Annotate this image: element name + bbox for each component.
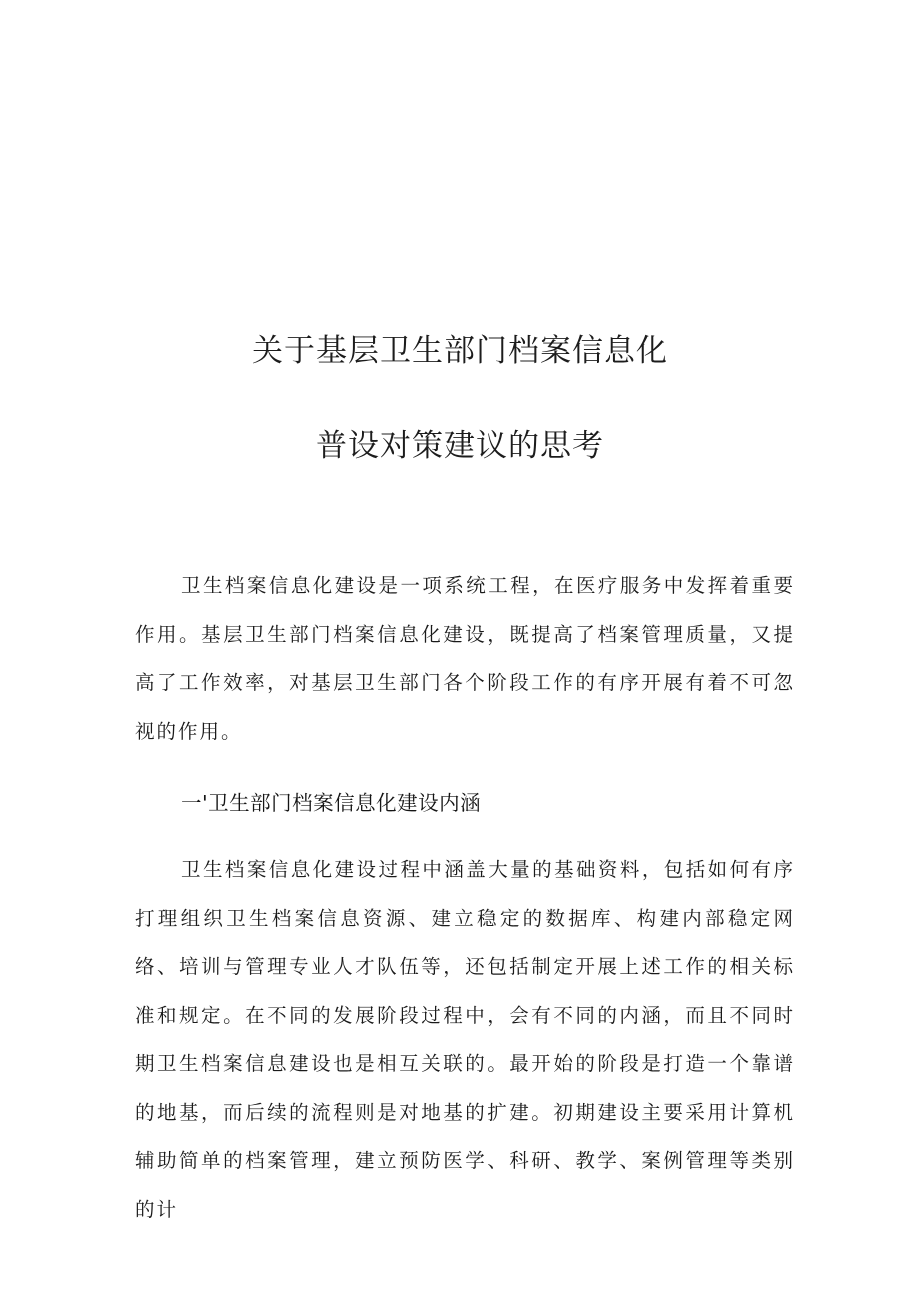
body-paragraph: 卫生档案信息化建设过程中涵盖大量的基础资料，包括如何有序打理组织卫生档案信息资源、建立稳定的数据库、构建内部稳定网络、培训与管理专业人才队伍等，还包括制定开展上述工作的相关标准和规定。在不同的发展阶段过程中，会有不同的内涵，而且不同时期卫生档案信息建设也是相互关联的。最开始的阶段是打造一个靠谱的地基，而后续的流程则是对地基的扩建。初期建设主要采用计算机辅助简单的档案管理，建立预防医学、科研、教学、案例管理等类别的计: [135, 858, 795, 1221]
intro-paragraph: 卫生档案信息化建设是一项系统工程，在医疗服务中发挥着重要作用。基层卫生部门档案信息化建设，既提高了档案管理质量，又提高了工作效率，对基层卫生部门各个阶段工作的有序开展有着不可忽视的作用。: [135, 574, 795, 743]
section-heading: 一'卫生部门档案信息化建设内涵: [181, 791, 482, 815]
document-title-line-2: 普设对策建议的思考: [316, 428, 604, 464]
document-title-line-1: 关于基层卫生部门档案信息化: [252, 333, 668, 369]
